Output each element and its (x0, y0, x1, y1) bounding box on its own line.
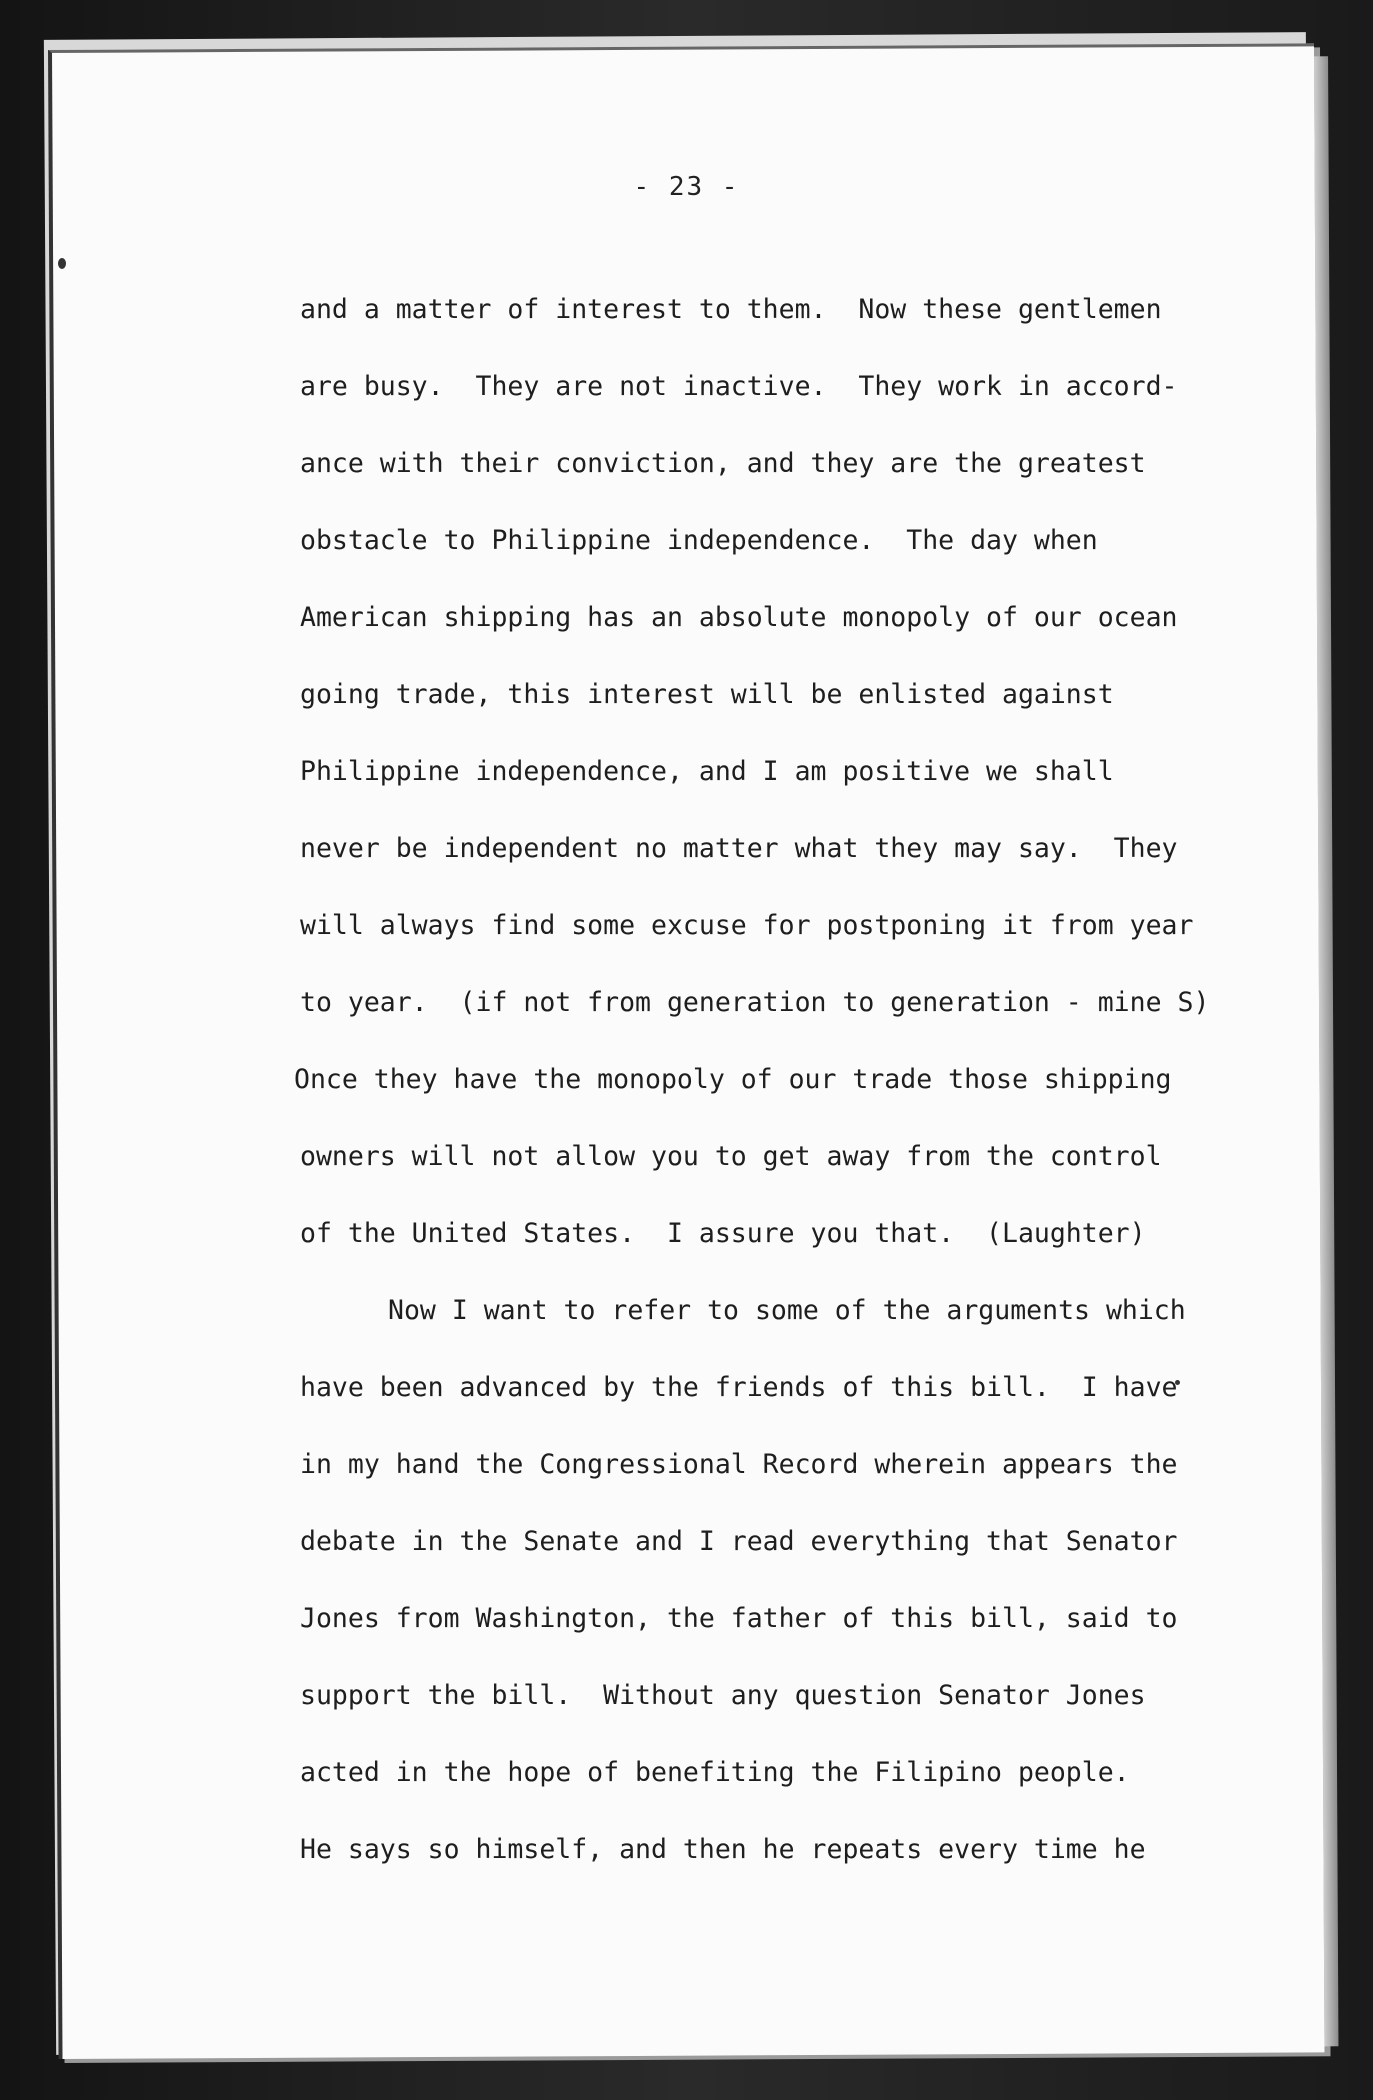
text-line: American shipping has an absolute monopoly of our ocean (300, 602, 1178, 633)
text-line: and a matter of interest to them. Now these gentlemen (300, 294, 1162, 325)
text-line: to year. (if not from generation to generation - mine S) (300, 987, 1210, 1018)
text-line: Once they have the monopoly of our trade those shipping (294, 1064, 1172, 1095)
paper-speck (58, 258, 66, 269)
text-line: He says so himself, and then he repeats every time he (300, 1834, 1146, 1865)
text-line: ance with their conviction, and they are the greatest (300, 448, 1146, 479)
text-line: never be independent no matter what they may say. They (300, 833, 1178, 864)
text-line: obstacle to Philippine independence. The day when (300, 525, 1098, 556)
text-line: of the United States. I assure you that. (Laughter) (300, 1218, 1146, 1249)
text-line: have been advanced by the friends of this bill. I have (300, 1372, 1178, 1403)
page-number: - 23 - (633, 172, 740, 202)
text-line: will always find some excuse for postponing it from year (300, 910, 1194, 941)
text-line: acted in the hope of benefiting the Filipino people. (300, 1757, 1130, 1788)
text-line: going trade, this interest will be enlisted against (300, 679, 1114, 710)
text-line: debate in the Senate and I read everything that Senator (300, 1526, 1178, 1557)
paragraph-start-line: Now I want to refer to some of the arguments which (388, 1295, 1186, 1326)
text-line: Jones from Washington, the father of this bill, said to (300, 1603, 1178, 1634)
text-line: Philippine independence, and I am positive we shall (300, 756, 1114, 787)
text-line: support the bill. Without any question Senator Jones (300, 1680, 1146, 1711)
text-line: owners will not allow you to get away from the control (300, 1141, 1162, 1172)
text-line: in my hand the Congressional Record wherein appears the (300, 1449, 1178, 1480)
text-line: are busy. They are not inactive. They work in accord- (300, 371, 1178, 402)
typed-body (294, 290, 1210, 1907)
